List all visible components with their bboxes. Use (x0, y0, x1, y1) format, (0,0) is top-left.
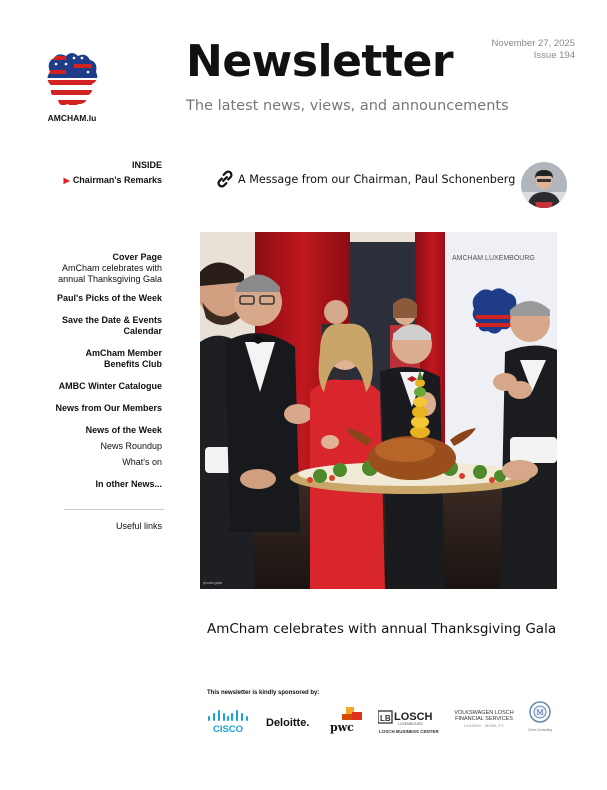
sidebar-divider (64, 509, 164, 510)
circle-consulting-logo[interactable] (524, 700, 556, 734)
issue-meta (492, 38, 575, 62)
vw-line2: FINANCIAL SERVICES (455, 716, 513, 722)
banner-title: AMCHAM LUXEMBOURG (452, 255, 535, 262)
svg-text:M: M (536, 709, 544, 717)
sidebar-item-chairmans-remarks[interactable] (52, 175, 162, 186)
sidebar-item-label: Chairman's Remarks (72, 175, 162, 185)
deloitte-logo[interactable] (266, 713, 309, 731)
sidebar-item-cover-page[interactable]: Cover Page (112, 252, 162, 262)
sidebar-item-benefits-club[interactable]: Benefits Club (103, 359, 162, 369)
losch-center: LOSCH BUSINESS CENTER (379, 729, 439, 734)
sidebar-item-news-week[interactable]: News of the Week (85, 425, 162, 435)
sidebar-item-gala-line1[interactable]: AmCham celebrates with (61, 263, 162, 273)
link-icon (214, 168, 236, 190)
losch-wordmark: LOSCH (394, 711, 433, 723)
gala-photo[interactable] (200, 232, 557, 589)
sidebar-item-other-news[interactable]: In other News... (95, 479, 162, 489)
sidebar-item-whats-on[interactable]: What's on (122, 457, 162, 467)
issue-date: November 27, 2025 (491, 38, 575, 49)
page-tagline: The latest news, views, and announcements (186, 98, 509, 114)
logo-text: AMCHAM.lu (47, 113, 97, 123)
pwc-logo[interactable] (328, 706, 364, 734)
cisco-wordmark: CISCO (212, 724, 244, 734)
sidebar-item-ambc-catalogue[interactable]: AMBC Winter Catalogue (58, 381, 162, 391)
losch-sub: LUXEMBOURG (398, 722, 423, 726)
sidebar-nav (52, 160, 162, 490)
chairman-message-text: A Message from our Chairman, Paul Schonenberg (238, 172, 516, 186)
deloitte-wordmark: Deloitte. (266, 717, 310, 729)
pwc-wordmark: pwc (330, 721, 354, 734)
chairman-message-link[interactable] (214, 168, 515, 190)
cisco-logo[interactable] (206, 710, 250, 734)
sidebar-item-news-members[interactable]: News from Our Members (55, 403, 162, 413)
vw-line1: VOLKSWAGEN LOSCH (454, 710, 514, 716)
photo-credit: photo-gala (203, 580, 222, 585)
vw-line3: LEASING · MOBILITY (463, 724, 505, 728)
losch-logo[interactable] (378, 710, 440, 734)
sidebar-item-gala-line2[interactable]: annual Thanksgiving Gala (58, 274, 162, 284)
chairman-avatar[interactable] (521, 162, 567, 208)
circle-caption: Circle Consulting (527, 728, 553, 732)
amcham-logo[interactable] (44, 50, 100, 110)
vw-financial-logo[interactable] (453, 710, 515, 734)
sidebar-item-member[interactable]: AmCham Member (85, 348, 162, 358)
sidebar-item-news-roundup[interactable]: News Roundup (100, 441, 162, 451)
photo-caption[interactable]: AmCham celebrates with annual Thanksgiving Gala (207, 621, 557, 637)
sidebar-item-useful-links[interactable]: Useful links (115, 521, 162, 531)
page-title: Newsletter (186, 36, 454, 87)
sidebar-item-save-the-date[interactable]: Save the Date & Events (61, 315, 162, 325)
sidebar-item-pauls-picks[interactable]: Paul's Picks of the Week (56, 293, 162, 303)
svg-text:LB: LB (380, 714, 391, 723)
sidebar-item-calendar[interactable]: Calendar (123, 326, 162, 336)
inside-heading: INSIDE (131, 160, 162, 170)
sponsor-label: This newsletter is kindly sponsored by: (207, 690, 320, 696)
issue-number: Issue 194 (533, 50, 575, 61)
triangle-right-icon: ▶ (63, 176, 70, 185)
